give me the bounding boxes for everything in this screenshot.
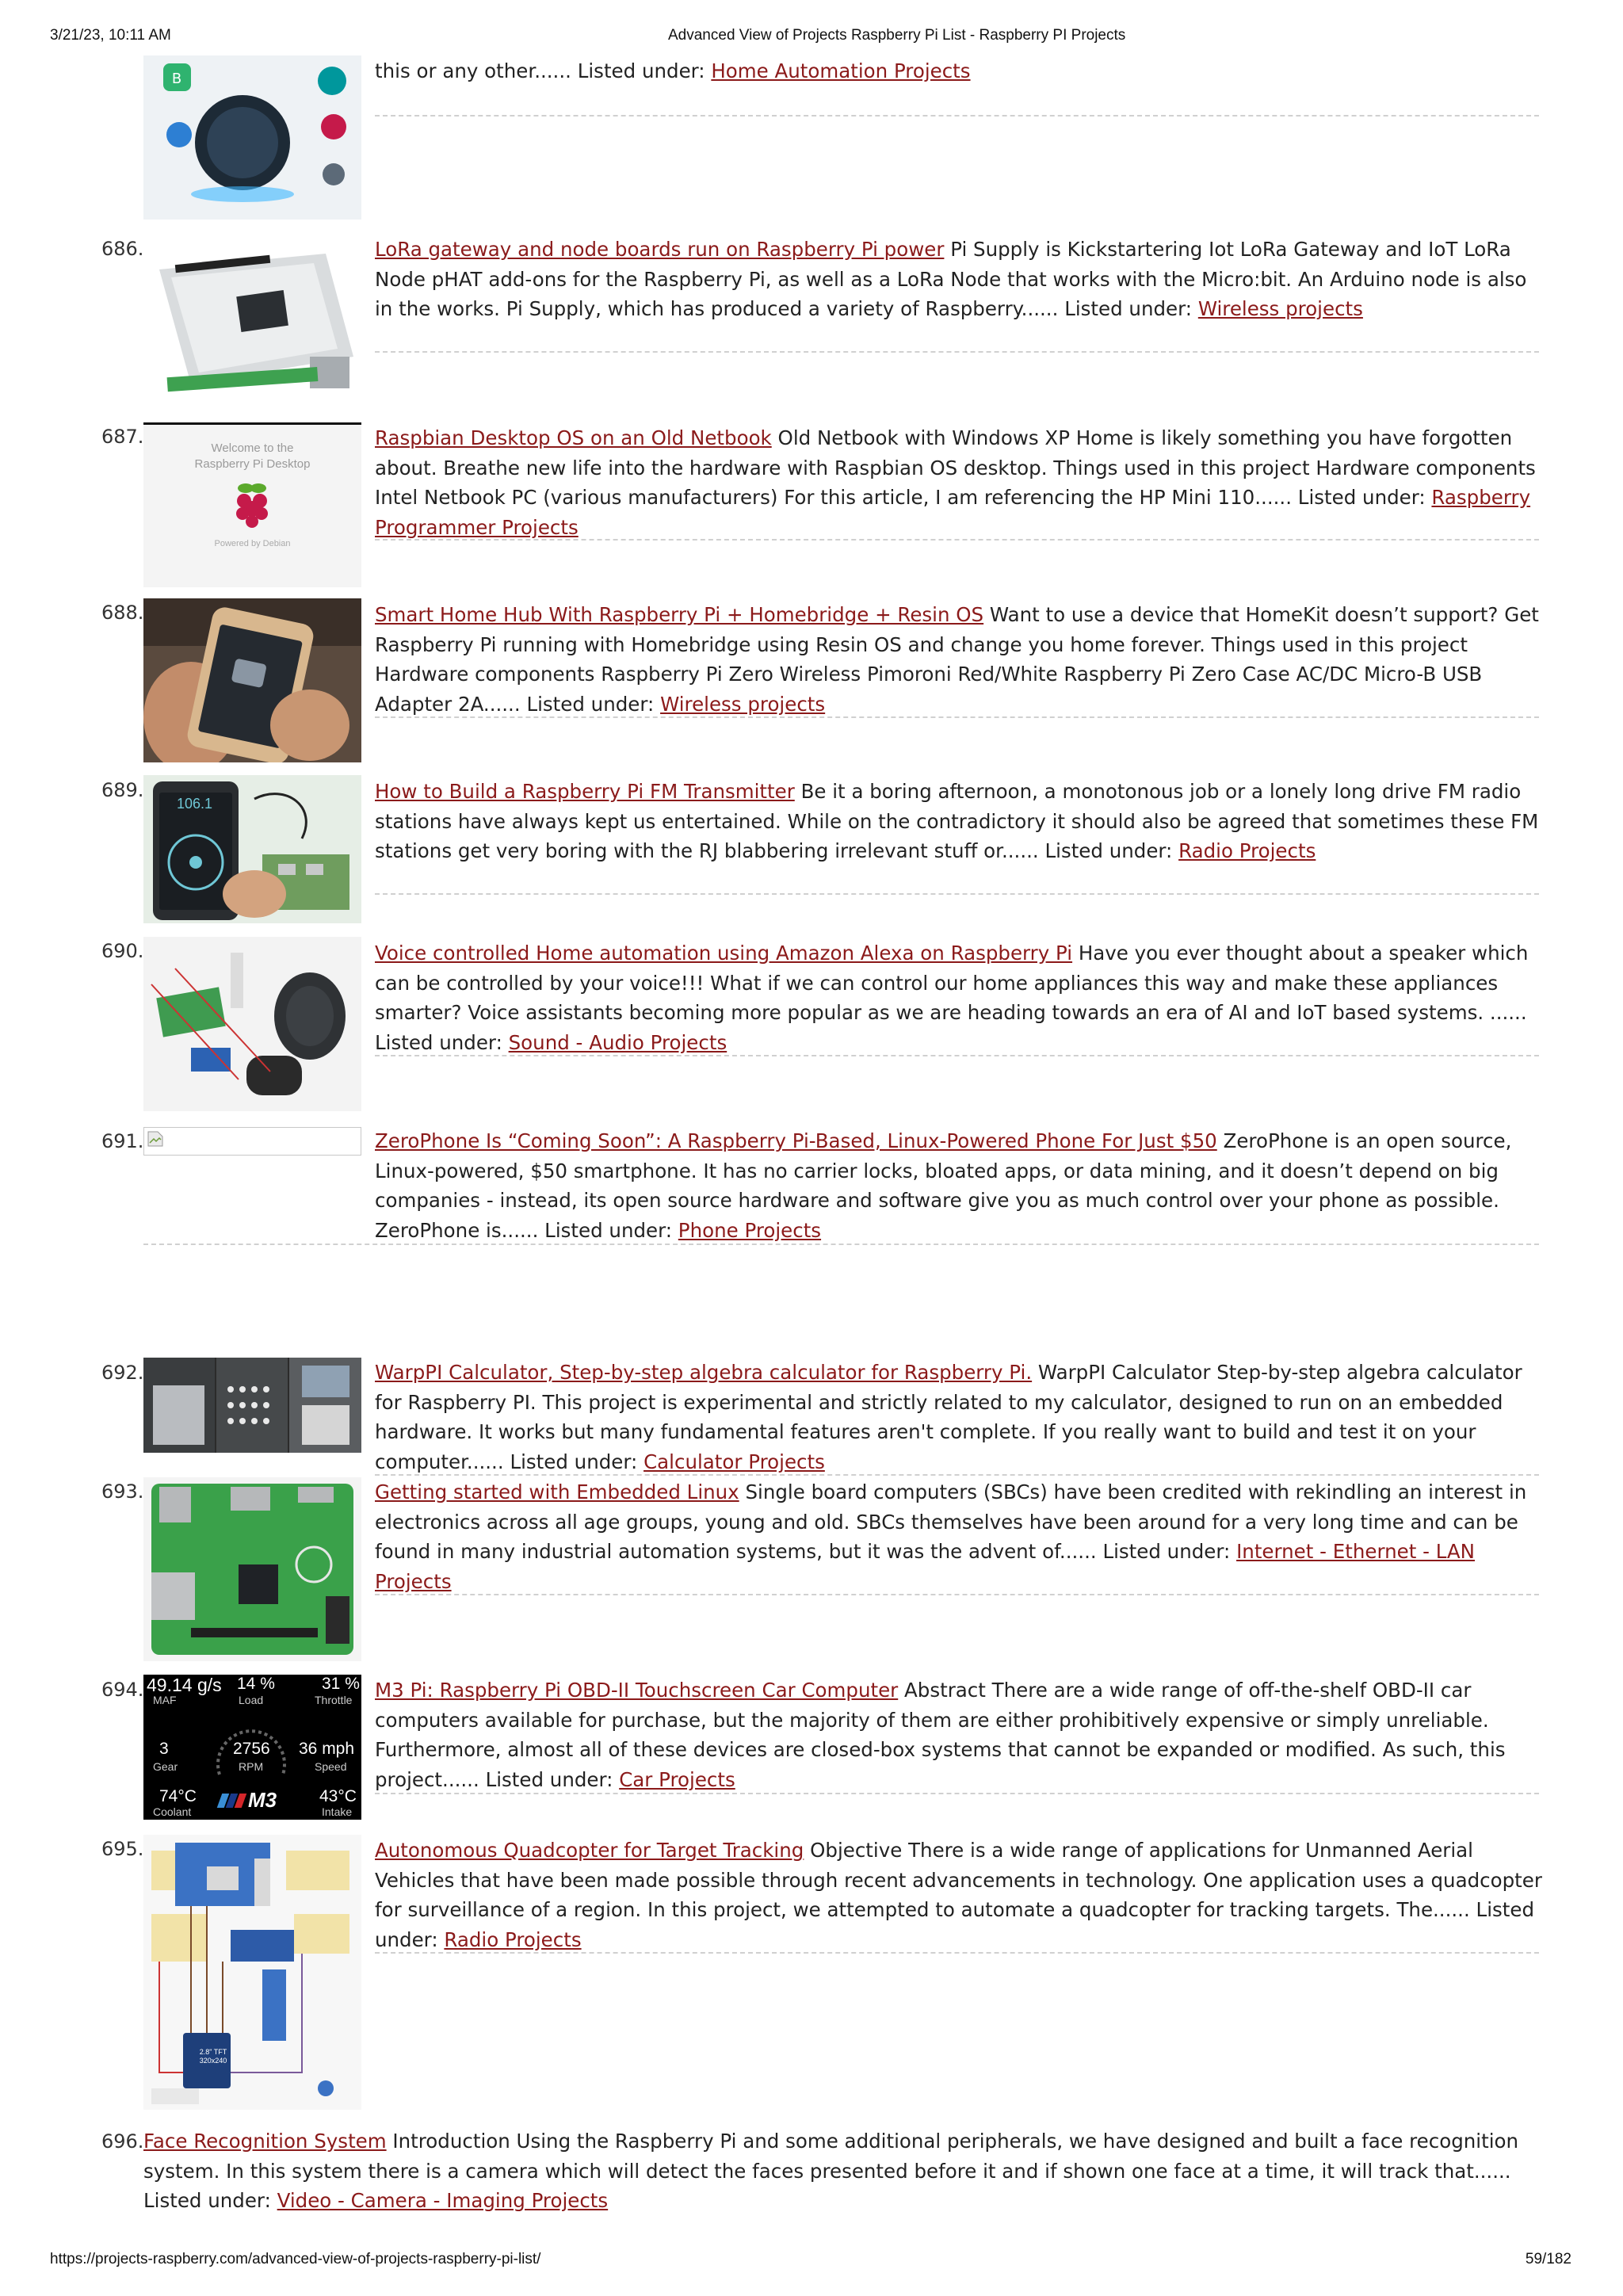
lora-board-image [143, 238, 361, 403]
entry-text [375, 1836, 1544, 1954]
entry-description: Introduction Using the Raspberry Pi and some additional peripherals, we have designed and built a face recognition system. In this system there is a camera which will detect the faces presented before it and if shown one face at a time, it will track that...... [143, 2130, 1519, 2183]
svg-text:B: B [171, 71, 182, 87]
entry-number: 695. [101, 1838, 144, 1860]
entry-text [375, 777, 1544, 866]
category-link[interactable]: Radio Projects [1178, 839, 1316, 862]
load-label: Load [239, 1694, 264, 1706]
category-link[interactable]: Calculator Projects [643, 1450, 825, 1473]
entry-number: 693. [101, 1480, 144, 1503]
listed-under-label: Listed under: [375, 1898, 1534, 1951]
phone-homekit-image [143, 598, 361, 762]
entry-description: Pi Supply is Kickstartering Iot LoRa Gateway and IoT LoRa Node pHAT add-ons for the Raspberry Pi, as well as a LoRa Node that works with the Micro:bit. An Arduino node is also in the works. Pi Supply, which has produced a variety of Raspberry...... [375, 238, 1527, 320]
category-link[interactable]: Raspberry Programmer Projects [375, 486, 1531, 539]
project-thumbnail[interactable] [143, 1477, 361, 1661]
entry-text [375, 1477, 1544, 1596]
tft-resolution-label: 320x240 [199, 2057, 227, 2065]
entry-text [375, 600, 1544, 719]
entry-title-link[interactable]: M3 Pi: Raspberry Pi OBD-II Touchscreen Car Computer [375, 1679, 899, 1702]
calculator-boards-image [143, 1358, 361, 1453]
m3-logo-text: M3 [248, 1788, 277, 1812]
listed-under-label: Listed under: [526, 692, 655, 716]
entry-description: Be it a boring afternoon, a monotonous job or a lonely long drive FM radio stations have always kept us entertained. While on the contradictory it should also be agreed that sometimes these FM stations get very boring with the RJ blabbering irrelevant stuff or...... [375, 780, 1539, 862]
category-link[interactable]: Video - Camera - Imaging Projects [277, 2189, 609, 2212]
divider [375, 1952, 1539, 1954]
project-thumbnail[interactable] [143, 422, 361, 587]
thumb-desktop-text: Raspberry Pi Desktop [194, 457, 311, 471]
entry-number: 687. [101, 426, 144, 448]
thumb-powered-text: Powered by Debian [214, 539, 291, 548]
listed-under-label: Listed under: [1102, 1540, 1231, 1563]
entry-title-link[interactable]: WarpPI Calculator, Step-by-step algebra calculator for Raspberry Pi. [375, 1361, 1033, 1384]
print-page-number: 59/182 [1525, 2251, 1571, 2267]
entry-number: 688. [101, 602, 144, 624]
raspberry-pi-board-image [143, 1477, 361, 1661]
listed-under-label: Listed under: [1064, 297, 1193, 320]
entry-description: Old Netbook with Windows XP Home is likely something you have forgotten about. Breathe new life into the hardware with Raspbian OS desktop. Things used in this project Hardware components Intel Netbook PC (various manufacturers) For this article, I am referencing the HP Mini 110...... [375, 426, 1536, 509]
broken-image-placeholder[interactable] [143, 1127, 361, 1156]
entry-description: Single board computers (SBCs) have been credited with rekindling an interest in electronics across all age groups, young and old. SBCs themselves have been around for a very long time and can be found in many industrial automation systems, but it was the advent of...... [375, 1480, 1527, 1563]
entry-text [375, 1675, 1544, 1794]
category-link[interactable]: Sound - Audio Projects [508, 1030, 727, 1054]
entry-number: 691. [101, 1130, 144, 1152]
entry-number: 689. [101, 779, 144, 801]
speed-value: 36 mph [299, 1740, 355, 1758]
thumb-welcome-text: Welcome to the [211, 441, 294, 455]
category-link[interactable]: Car Projects [619, 1767, 735, 1791]
listed-under-label: Listed under: [143, 2189, 271, 2212]
category-link[interactable]: Wireless projects [660, 692, 826, 716]
intake-label: Intake [322, 1805, 353, 1818]
category-link[interactable]: Phone Projects [678, 1218, 822, 1242]
speed-label: Speed [315, 1760, 347, 1773]
entry-text [375, 423, 1544, 542]
gear-value: 3 [159, 1740, 169, 1758]
project-thumbnail[interactable] [143, 775, 361, 923]
entry-number: 686. [101, 238, 144, 260]
project-thumbnail[interactable] [143, 937, 361, 1111]
entry-number: 692. [101, 1362, 144, 1384]
divider [375, 115, 1539, 117]
entry-text [143, 2126, 1544, 2216]
divider [375, 1055, 1539, 1056]
divider [375, 893, 1539, 895]
entry-description: Objective There is a wide range of applications for Unmanned Aerial Vehicles that have been made possible through recent advancements in technology. One application uses a quadcopter for surveillance of a region. In this project, we attempted to automate a quadcopter for tracking targets. The...... [375, 1839, 1542, 1921]
coolant-value: 74°C [159, 1787, 197, 1805]
category-link[interactable]: Internet - Ethernet - LAN Projects [375, 1540, 1476, 1593]
category-link[interactable]: Wireless projects [1197, 297, 1363, 320]
entry-number: 694. [101, 1679, 144, 1701]
divider [375, 716, 1539, 718]
project-thumbnail[interactable] [143, 238, 361, 403]
throttle-value: 31 % [322, 1675, 360, 1693]
voice-assistant-speaker-image [143, 55, 361, 220]
entry-text [375, 1126, 1544, 1245]
entry-title-link[interactable]: Autonomous Quadcopter for Target Tracking [375, 1839, 804, 1862]
entry-title-link[interactable]: Voice controlled Home automation using Amazon Alexa on Raspberry Pi [375, 942, 1073, 965]
coolant-label: Coolant [153, 1805, 192, 1818]
tft-label: 2.8" TFT [199, 2048, 227, 2056]
raspberry-pi-logo-icon [231, 482, 273, 529]
quadcopter-wiring-diagram-image [143, 1835, 361, 2110]
divider [375, 539, 1539, 541]
listed-under-label: Listed under: [544, 1218, 672, 1242]
listed-under-label: Listed under: [485, 1767, 613, 1791]
entry-description: Abstract There are a wide range of off-the-shelf OBD-II car computers available for purchase, but the majority of them are either prohibitively expensive or simply unreliable. Furthermore, almost all of these devices are closed-box systems that cannot be expanded or modified. As such, this project...... [375, 1679, 1506, 1791]
print-url: https://projects-raspberry.com/advanced-view-of-projects-raspberry-pi-list/ [50, 2251, 541, 2267]
project-thumbnail[interactable] [143, 1358, 361, 1453]
maf-label: MAF [153, 1694, 177, 1706]
listed-under-label: Listed under: [375, 1030, 502, 1054]
entry-title-link[interactable]: Face Recognition System [143, 2130, 387, 2153]
listed-under-label: Listed under: [1044, 839, 1173, 862]
gear-label: Gear [153, 1760, 178, 1773]
maf-value: 49.14 g/s [147, 1675, 222, 1695]
listed-under-label: Listed under: [1297, 486, 1426, 509]
entry-title-link[interactable]: LoRa gateway and node boards run on Raspberry Pi power [375, 238, 945, 261]
entry-number: 696. [101, 2130, 144, 2153]
category-link[interactable]: Radio Projects [444, 1927, 582, 1951]
frequency-readout: 106.1 [177, 796, 213, 812]
divider [375, 351, 1539, 353]
divider [375, 1793, 1539, 1794]
project-thumbnail[interactable] [143, 55, 361, 220]
divider [375, 1594, 1539, 1595]
entry-title-link[interactable]: Smart Home Hub With Raspberry Pi + Homebridge + Resin OS [375, 603, 984, 626]
entry-description: Want to use a device that HomeKit doesn’t support? Get Raspberry Pi running with Homebridge using Resin OS and change you home forever. Things used in this project Hardware components Raspberry Pi Zero Wireless Pimoroni Red/White Raspberry Pi Zero Case AC/DC Micro-B USB Adapter 2A...... [375, 603, 1539, 716]
divider [143, 1244, 1539, 1245]
project-thumbnail[interactable] [143, 598, 361, 762]
listed-under-label: Listed under: [510, 1450, 638, 1473]
entry-title-link[interactable]: Getting started with Embedded Linux [375, 1480, 739, 1503]
entry-text [375, 1358, 1544, 1477]
broken-image-icon [147, 1130, 164, 1148]
entry-description: WarpPI Calculator Step-by-step algebra calculator for Raspberry PI. This project is experimental and strictly related to my calculator, designed to run on an embedded hardware. It works but many fundamental features aren't complete. If you really want to build and test it on your computer...... [375, 1361, 1522, 1473]
entry-text [375, 938, 1544, 1057]
category-link[interactable]: Home Automation Projects [711, 59, 971, 82]
entry-title-link[interactable]: Raspbian Desktop OS on an Old Netbook [375, 426, 772, 449]
obd-dashboard-thumbnail[interactable] [143, 1675, 361, 1820]
rpm-value: 2756 [233, 1740, 270, 1758]
print-datetime: 3/21/23, 10:11 AM [50, 27, 171, 44]
print-page-title: Advanced View of Projects Raspberry Pi List - Raspberry PI Projects [668, 27, 1126, 44]
project-thumbnail[interactable] [143, 1835, 361, 2110]
divider [375, 1474, 1539, 1476]
listed-under-label: Listed under: [577, 59, 705, 82]
load-value: 14 % [237, 1675, 275, 1693]
rpm-label: RPM [239, 1760, 264, 1773]
entry-text [375, 235, 1544, 324]
entry-number: 690. [101, 940, 144, 962]
entry-description: ZeroPhone is an open source, Linux-powered, $50 smartphone. It has no carrier locks, bloated apps, or data mining, and it doesn’t depend on big companies - instead, its open source hardware and software give you as much control over your phone as possible. ZeroPhone is...... [375, 1129, 1512, 1242]
alexa-speaker-setup-image [143, 937, 361, 1111]
entry-description: Have you ever thought about a speaker which can be controlled by your voice!!! What if we can control our home appliances this way and make these appliances smarter? Voice assistants becoming more popular as we are heading towards an era of AI and IoT based systems. ...... [375, 942, 1529, 1024]
entry-title-link[interactable]: How to Build a Raspberry Pi FM Transmitter [375, 780, 795, 803]
intake-value: 43°C [319, 1787, 357, 1805]
entry-title-link[interactable]: ZeroPhone Is “Coming Soon”: A Raspberry Pi-Based, Linux-Powered Phone For Just $50 [375, 1129, 1217, 1152]
throttle-label: Throttle [315, 1694, 353, 1706]
entry-text [375, 56, 1544, 86]
m3-logo [220, 1790, 291, 1811]
entry-description: this or any other...... [375, 59, 571, 82]
